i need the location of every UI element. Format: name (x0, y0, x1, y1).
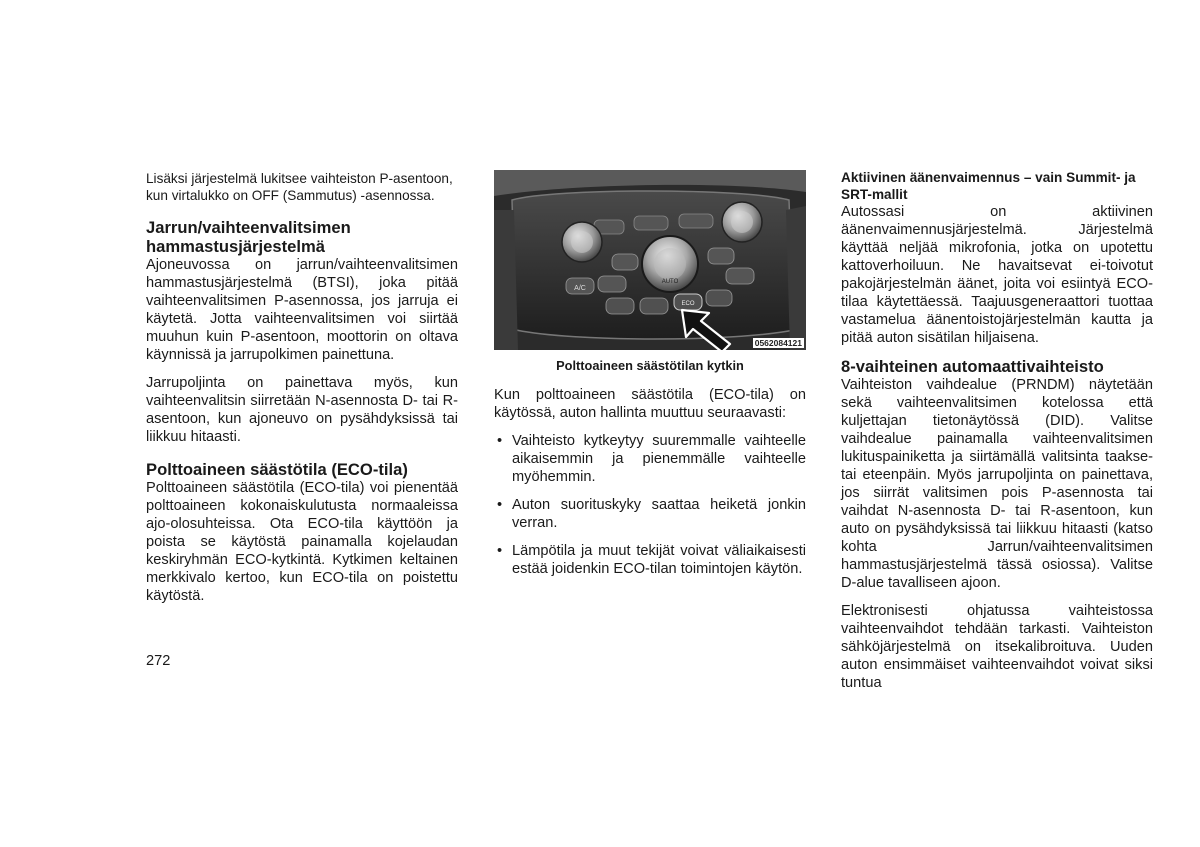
btsi-paragraph-1: Ajoneuvossa on jarrun/vaihteenvalitsimen hammastusjärjestelmä (BTSI), joka pitää vaihteenvalitsimen P-asennossa, jos jarruja ei käytetä. Jotta vaihteenvalitsimen voi siirtää muuhun kuin P-asentoon, moottorin on oltava käynnissä ja jarrupolkimen painettuna. (146, 257, 458, 363)
transmission-paragraph-1: Vaihteiston vaihdealue (PRNDM) näytetään sekä vaihteenvalitsimen kotelossa että kuljettajan tietonäytössä (DID). Valitse vaihdealue painamalla vaihteenvalitsimen lukituspainiketta ja siirtämällä valitsinta taakse- tai eteenpäin. Myös jarrupoljinta on painettava, jos siirrät valitsimen pois P-asennosta tai vaihdat N-asennosta D- tai R-asentoon, kun auto on pysähdyksissä tai liikkuu hitaasti (katso kohta Jarrun/vaihteenvalitsimen hammastusjärjestelmä tässä osiossa). Valitse D-alue tavalliseen ajoon. (841, 377, 1153, 591)
figure-code: 0562084121 (754, 338, 802, 348)
eco-label: ECO (681, 301, 695, 307)
climate-control-panel-illustration (494, 170, 806, 350)
btsi-paragraph-2: Jarrupoljinta on painettava myös, kun vaihteenvalitsin siirretään N-asennosta D- tai R-asentoon, kun ajoneuvo on pysähdyksissä tai liikkuu hitaasti. (146, 375, 458, 445)
auto-label: AUTO (661, 279, 679, 285)
list-item: • Auton suorituskyky saattaa heiketä jonkin verran. (494, 496, 806, 532)
middle-column (494, 170, 806, 588)
eco-effects-list (494, 432, 806, 578)
left-column (146, 170, 458, 615)
transmission-paragraph-2: Elektronisesti ohjatussa vaihteistossa vaihteenvaihdot tehdään tarkasti. Vaihteiston sähköjärjestelmä on itsekalibroituva. Uuden auton ensimmäiset vaihteenvaihdot voivat siksi tuntua (841, 603, 1153, 691)
transmission-heading: 8-vaihteinen automaattivaihteisto (841, 357, 1104, 376)
eco-mode-heading: Polttoaineen säästötila (ECO-tila) (146, 460, 408, 479)
figure-caption: Polttoaineen säästötilan kytkin (556, 358, 744, 373)
eco-switch-figure (494, 170, 806, 350)
list-item: • Vaihteisto kytkeytyy suuremmalle vaihteelle aikaisemmin ja pienemmälle vaihteelle myöhemmin. (494, 432, 806, 486)
eco-effects-intro: Kun polttoaineen säästötila (ECO-tila) on käytössä, auton hallinta muuttuu seuraavasti: (494, 387, 806, 421)
btsi-heading: Jarrun/vaihteenvalitsimen hammastusjärjestelmä (146, 218, 351, 256)
active-noise-cancellation-paragraph: Autossasi on aktiivinen äänenvaimennusjärjestelmä. Järjestelmä käyttää neljää mikrofonia, jotka on upotettu kattoverhoiluun. Ne havaitsevat ei-toivotut pakojärjestelmän äänet, joita voi esiintyä ECO-tilaa käytettäessä. Taajuusgeneraattori tuottaa vastamelua äänentoistojärjestelmän kautta ja pitää auton sisätilan hiljaisena. (841, 204, 1153, 346)
active-noise-cancellation-heading: Aktiivinen äänenvaimennus – vain Summit- ja SRT-mallit (841, 170, 1136, 202)
ac-label: A/C (574, 285, 586, 292)
page-number: 272 (146, 653, 171, 669)
list-item: • Lämpötila ja muut tekijät voivat väliaikaisesti estää joidenkin ECO-tilan toimintojen käytön. (494, 542, 806, 578)
left-intro-paragraph: Lisäksi järjestelmä lukitsee vaihteiston P-asentoon, kun virtalukko on OFF (Sammutus) -asennossa. (146, 171, 453, 203)
eco-mode-paragraph: Polttoaineen säästötila (ECO-tila) voi pienentää polttoaineen kokonaiskulutusta normaaleissa ajo-olosuhteissa. Ota ECO-tila käyttöön ja poista se käytöstä painamalla kojelaudan keskiryhmän ECO-kytkintä. Kytkimen keltainen merkkivalo kertoo, kun ECO-tila on poistettu käytöstä. (146, 480, 458, 604)
right-column (841, 170, 1153, 702)
